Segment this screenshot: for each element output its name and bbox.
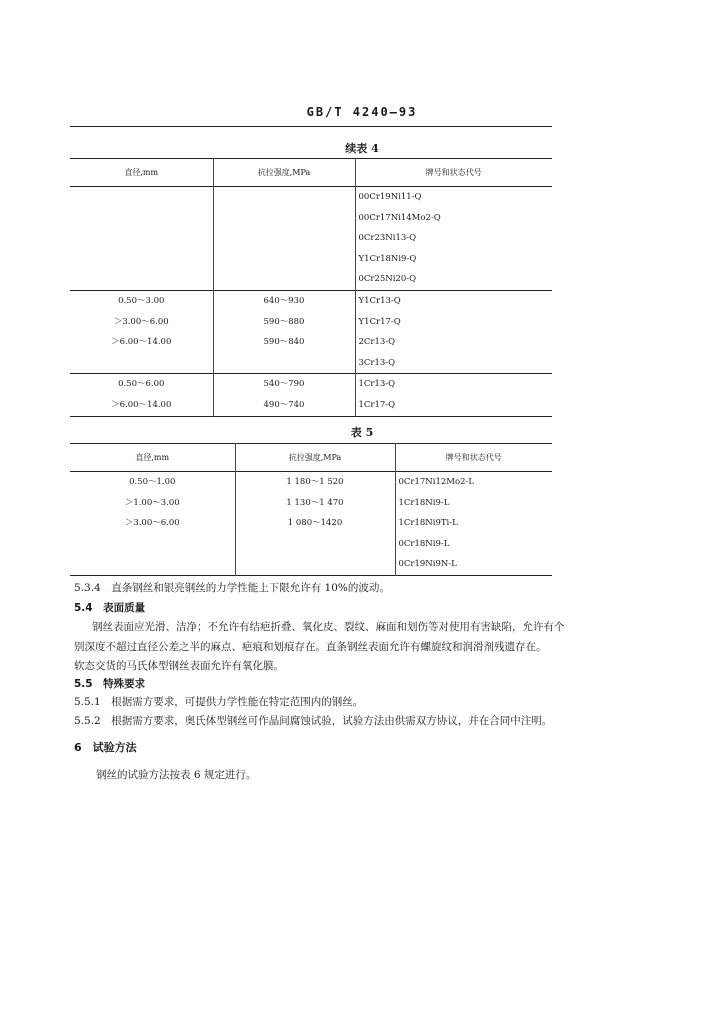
diameter-item: ＞3.00～6.00 [113,316,169,327]
diameter-item: 0.50～6.00 [118,379,165,390]
diameter-item: 0.50～1.00 [129,477,176,487]
table4-header-diameter: 直径,mm [70,159,213,187]
grade-item: 0Cr19Ni9N-L [398,559,457,570]
diameter-item: ＞3.00～6.00 [124,518,180,529]
clause-5-4-line-3: 软态交货的马氏体型钢丝表面允许有氧化膜。 [74,660,284,672]
grade-item: Y1Cr13-Q [358,295,401,306]
section-6-heading: 6 试验方法 [74,741,137,754]
clause-5-4-line-2: 别深度不超过直径公差之半的麻点、疤痕和划痕存在。直条钢丝表面允许有螺旋纹和润滑剂残遗存在。 [74,641,547,653]
strength-item: 490～740 [263,399,305,410]
table4-group-3 [70,374,552,416]
table5-header-row [70,444,552,472]
grade-item: 1Cr13-Q [358,379,396,390]
section-6-text: 钢丝的试验方法按表 6 规定进行。 [96,769,257,781]
strength-item: 540～790 [263,379,305,390]
table4-g1-grade-cell [355,187,552,291]
strength-item: 590～840 [263,337,305,348]
table4-g2-diameter-cell [70,290,213,373]
strength-item: 640～930 [263,295,305,306]
grade-item: 0Cr17Ni12Mo2-L [398,477,475,487]
table5-header-grade: 牌号和状态代号 [445,453,502,462]
grade-item: 1Cr17-Q [358,399,396,410]
grade-item: 0Cr25Ni20-Q [358,274,417,285]
table5-diameter-cell [70,472,235,576]
section-5-5-heading: 5.5 特殊要求 [74,678,146,690]
table4-caption: 续表 4 [345,142,379,155]
table4-header-row [70,159,552,187]
table5 [70,443,552,576]
grade-item: 2Cr13-Q [358,337,396,348]
grade-item: Y1Cr17-Q [358,316,401,327]
strength-item: 590～880 [263,316,305,327]
diameter-item: ＞6.00～14.00 [111,337,172,348]
table4-g3-grade-cell [355,374,552,416]
table4-g2-strength-cell [213,290,355,373]
section-5-4-heading: 5.4 表面质量 [74,602,146,614]
table5-body-row [70,472,552,576]
grade-item: 0Cr23Ni13-Q [358,233,417,244]
grade-item: 00Cr19Ni11-Q [358,192,422,202]
grade-item: 1Cr18Ni9-L [398,497,450,508]
grade-item: Y1Cr18Ni9-Q [358,253,417,264]
document-header: GB/T 4240—93 [306,105,418,119]
table5-caption: 表 5 [350,426,374,439]
clause-5-5-1: 5.5.1 根据需方要求，可提供力学性能在特定范围内的钢丝。 [74,696,364,708]
table4-group-2 [70,290,552,373]
table4-g3-diameter-cell [70,374,213,416]
table4-g3-strength-cell [213,374,355,416]
table4-header-strength: 抗拉强度,MPa [213,159,355,187]
table5-grade-cell [395,472,552,576]
grade-item: 0Cr18Ni9-L [398,538,450,549]
strength-item: 1 130～1 470 [286,497,344,508]
diameter-item: 0.50～3.00 [118,295,165,306]
diameter-item: ＞6.00～14.00 [111,399,172,410]
strength-item: 1 080～1420 [287,518,343,529]
grade-item: 00Cr17Ni14Mo2-Q [358,212,441,223]
diameter-item: ＞1.00～3.00 [124,497,180,508]
table4-g1-diameter-cell [70,187,213,291]
clause-5-5-2: 5.5.2 根据需方要求，奥氏体型钢丝可作晶间腐蚀试验，试验方法由供需双方协议，并在合同中注明。 [74,715,553,727]
clause-5-4-line-1: 钢丝表面应光滑、洁净；不允许有结疤折叠、氧化皮、裂纹、麻面和划伤等对使用有害缺陷，允许有个 [92,621,565,633]
clause-5-3-4: 5.3.4 直条钢丝和银亮钢丝的力学性能上下限允许有 10%的波动。 [74,582,390,594]
grade-item: 1Cr18Ni9Ti-L [398,518,458,529]
table4 [70,158,552,417]
table5-strength-cell [235,472,395,576]
table4-g2-grade-cell [355,290,552,373]
table5-header-diameter: 直径,mm [70,444,235,472]
header-rule [70,126,552,127]
strength-item: 1 180～1 520 [286,477,344,487]
table5-header-strength: 抗拉强度,MPa [235,444,395,472]
table4-header-grade: 牌号和状态代号 [425,168,482,177]
table4-g1-strength-cell [213,187,355,291]
grade-item: 3Cr13-Q [358,357,396,368]
table4-group-1 [70,187,552,291]
